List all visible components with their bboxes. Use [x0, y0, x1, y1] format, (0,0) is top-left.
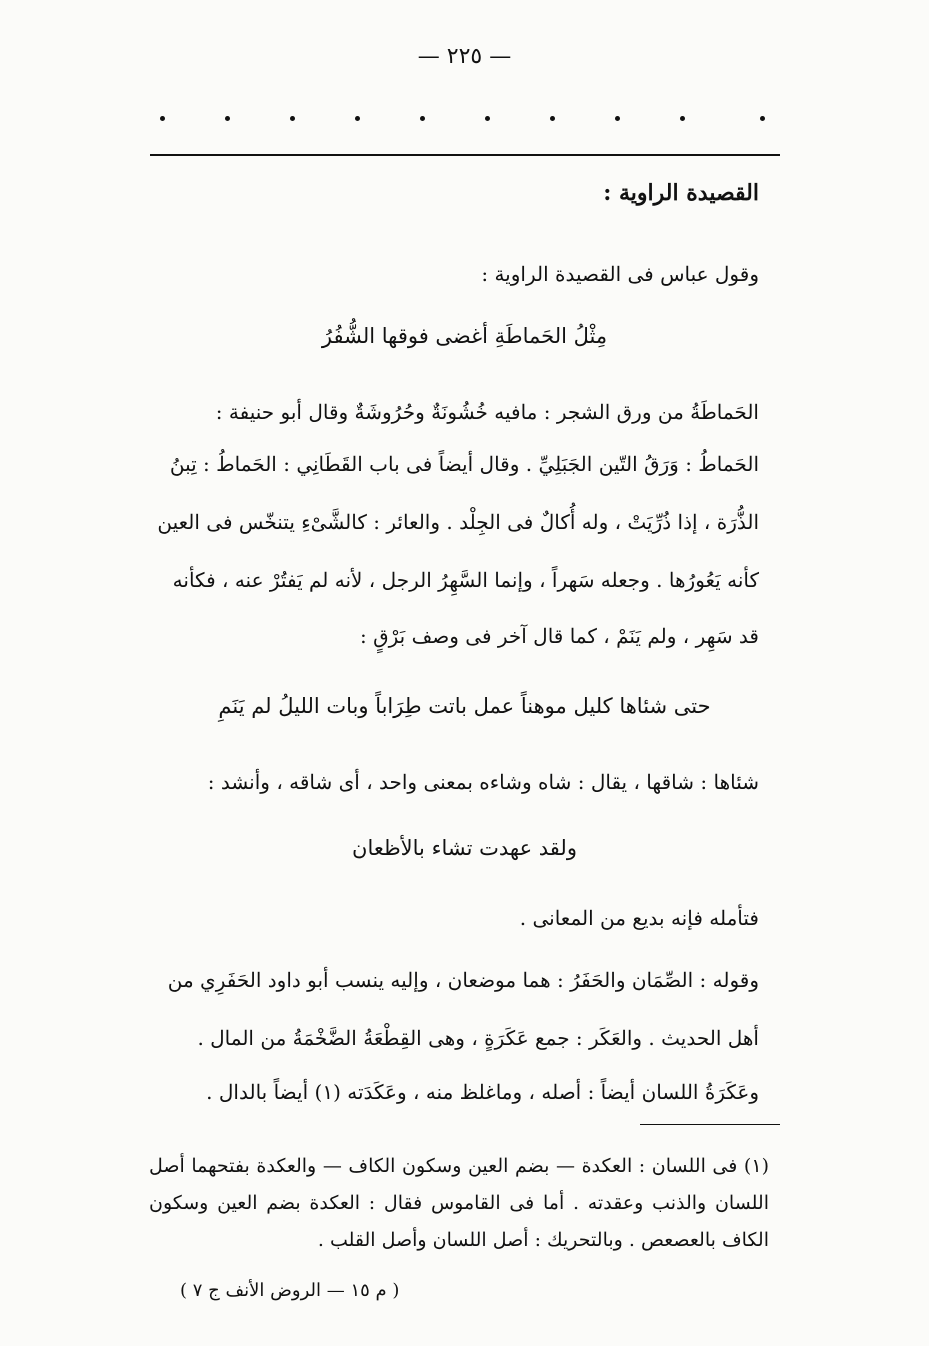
verse-line: ولقد عهدت تشاء بالأظعان	[352, 836, 577, 860]
text-line: فتأمله فإنه بديع من المعانى .	[519, 906, 759, 930]
footnote-rule	[640, 1124, 780, 1125]
text-line: قد سَهِر ، ولم يَنَمْ ، كما قال آخر فى وصف بَرْقٍ :	[360, 624, 759, 648]
text-line: كأنه يَعُورُها . وجعله سَهراً ، وإنما السَّهِرُ الرجل ، لأنه لم يَفتُرْ عنه ، فكأنه	[172, 568, 759, 592]
section-title: القصيدة الراوية :	[603, 180, 759, 206]
text-line: شئاها : شاقها ، يقال : شاه وشاءه بمعنى واحد ، أى شاقه ، وأنشد :	[207, 770, 759, 794]
text-line: الحَماطُ : وَرَقُ التّين الجَبَلِيِّ . وقال أيضاً فى باب القَطَانِي : الحَماطُ : تِبنُ	[169, 452, 759, 476]
text-line: الحَماطَةُ من ورق الشجر : مافيه خُشُونَةٌ وحُرُوشَةٌ وقال أبو حنيفة :	[215, 400, 759, 424]
signature-mark: ( م ١٥ — الروض الأنف ج ٧ )	[180, 1280, 400, 1301]
verse-line: حتى شئاها كليل موهناً عمل باتت طِرَاباً وبات الليلُ لم يَنَمِ	[218, 694, 711, 718]
page-number: — ٢٢٥ —	[417, 44, 512, 69]
text-line: وقول عباس فى القصيدة الراوية :	[481, 262, 759, 286]
text-line: الذُّرَة ، إذا ذُرِّيَتْ ، وله أُكالٌ فى الجِلْد . والعائر : كالشَّىْءِ يتنخّس فى العين	[157, 510, 759, 534]
footnote: (١) فى اللسان : العكدة — بضم العين وسكون الكاف — والعكدة بفتحهما أصل اللسان والذنب وعقدته . أما فى القاموس فقال : العكدة بضم العين وسكون الكاف بالعصعص . وبالتحريك : أصل اللسان وأصل القلب .	[149, 1155, 769, 1251]
text-line: وعَكَرَةُ اللسان أيضاً : أصله ، وماغلظ منه ، وعَكَدَته (١) أيضاً بالدال .	[206, 1080, 759, 1104]
text-line: أهل الحديث . والعَكَر : جمع عَكَرَةٍ ، وهى القِطْعَةُ الضَّخْمَةُ من المال .	[197, 1026, 759, 1050]
text-line: وقوله : الصِّمَان والحَفَرُ : هما موضعان ، وإليه ينسب أبو داود الحَفَرِي من	[167, 968, 759, 992]
verse-line: مِثْلُ الحَماطَةِ أغضى فوقها الشُّفُرُ	[321, 324, 608, 348]
ornament-dots	[160, 116, 780, 128]
header-rule	[150, 154, 780, 156]
